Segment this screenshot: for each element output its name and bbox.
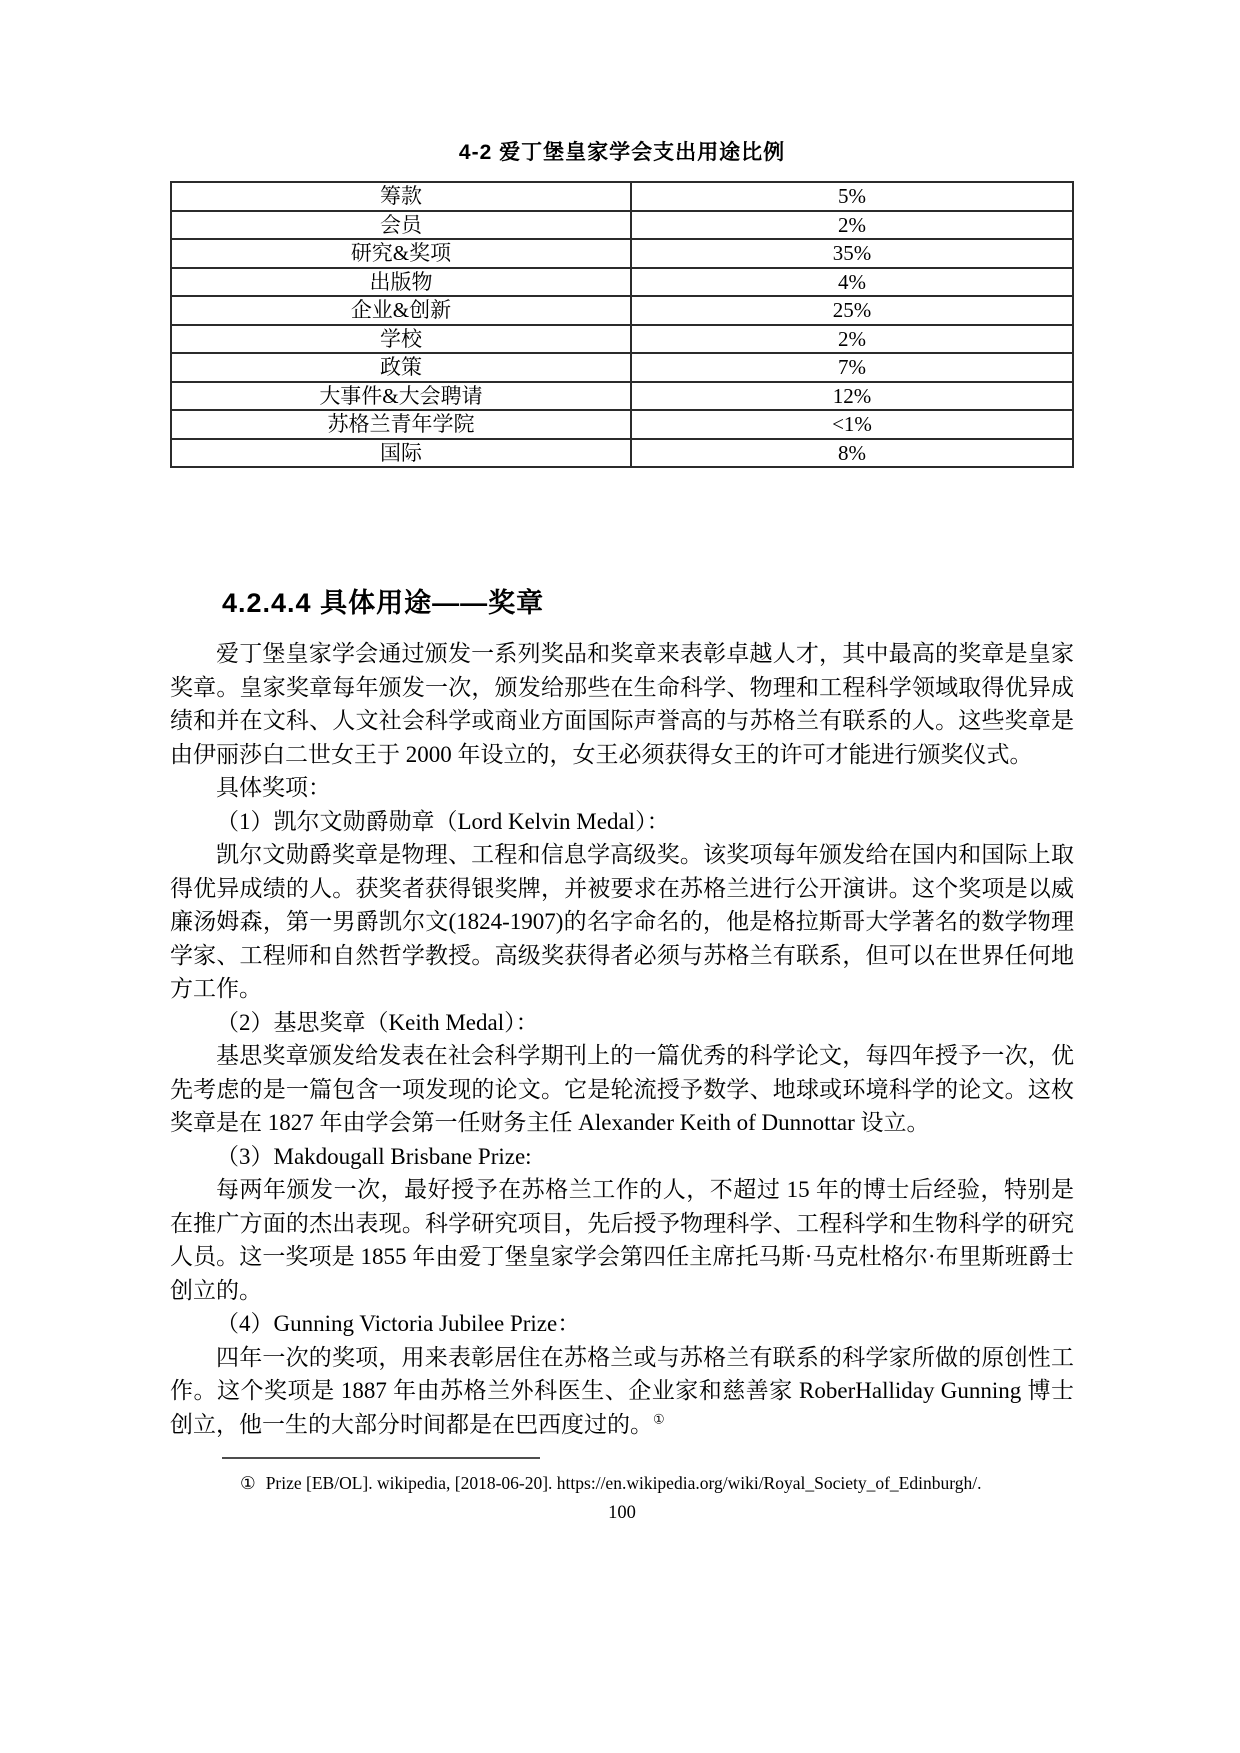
paragraph-item4-body [170, 1341, 1074, 1442]
percent-cell: 4% [631, 268, 1073, 297]
expenditure-table [170, 181, 1074, 468]
section-heading: 4.2.4.4 具体用途——奖章 [222, 588, 545, 618]
table-row [171, 182, 1073, 211]
page-content [0, 136, 1240, 1524]
paragraph-item2-body: 基思奖章颁发给发表在社会科学期刊上的一篇优秀的科学论文，每四年授予一次，优先考虑的是一篇包含一项发现的论文。它是轮流授予数学、地球或环境科学的论文。这枚奖章是在 1827 年由学会第一任财务主任 Alexander Keith of Dunnottar 设立。 [170, 1043, 1074, 1135]
footnote-separator [222, 1457, 540, 1459]
footnote-reference-marker: ① [653, 1410, 665, 1426]
percent-cell: 7% [631, 353, 1073, 382]
category-cell: 企业&创新 [171, 296, 631, 325]
category-cell: 国际 [171, 439, 631, 468]
category-cell: 筹款 [171, 182, 631, 211]
category-cell: 研究&奖项 [171, 239, 631, 268]
paragraph-awards-label: 具体奖项： [216, 775, 331, 800]
percent-cell: 5% [631, 182, 1073, 211]
paragraph-item2-title: （2）基思奖章（Keith Medal）： [216, 1009, 539, 1035]
category-cell: 苏格兰青年学院 [171, 410, 631, 439]
percent-cell: 2% [631, 211, 1073, 240]
table-row [171, 268, 1073, 297]
category-cell: 政策 [171, 353, 631, 382]
paragraph-item4-title: （4）Gunning Victoria Jubilee Prize： [216, 1311, 581, 1336]
paragraph-item1-title: （1）凯尔文勋爵勋章（Lord Kelvin Medal）： [216, 808, 670, 834]
footnote-text: Prize [EB/OL]. wikipedia, [2018-06-20]. https://en.wikipedia.org/wiki/Royal_Society_of_Edinburgh/. [265, 1473, 982, 1493]
page-number: 100 [608, 1503, 636, 1523]
paragraph-item3-body: 每两年颁发一次，最好授予在苏格兰工作的人，不超过 15 年的博士后经验，特别是在推广方面的杰出表现。科学研究项目，先后授予物理科学、工程科学和生物科学的研究人员。这一奖项是 1855 年由爱丁堡皇家学会第四任主席托马斯·马克杜格尔·布里斯班爵士创立的。 [170, 1177, 1074, 1303]
footnote-marker: ① [240, 1473, 256, 1493]
percent-cell: 35% [631, 239, 1073, 268]
table-row [171, 211, 1073, 240]
table-row [171, 410, 1073, 439]
table-row [171, 382, 1073, 411]
table-row [171, 439, 1073, 468]
percent-cell: <1% [631, 410, 1073, 439]
category-cell: 会员 [171, 211, 631, 240]
table-row [171, 296, 1073, 325]
percent-cell: 25% [631, 296, 1073, 325]
paragraph-item1-body: 凯尔文勋爵奖章是物理、工程和信息学高级奖。该奖项每年颁发给在国内和国际上取得优异成绩的人。获奖者获得银奖牌，并被要求在苏格兰进行公开演讲。这个奖项是以威廉汤姆森，第一男爵凯尔文(1824-1907)的名字命名的，他是格拉斯哥大学著名的数学物理学家、工程师和自然哲学教授。高级奖获得者必须与苏格兰有联系，但可以在世界任何地方工作。 [170, 842, 1074, 1001]
category-cell: 出版物 [171, 268, 631, 297]
paragraph-item3-title: （3）Makdougall Brisbane Prize: [216, 1143, 532, 1169]
table-row [171, 325, 1073, 354]
paragraph-intro: 爱丁堡皇家学会通过颁发一系列奖品和奖章来表彰卓越人才，其中最高的奖章是皇家奖章。皇家奖章每年颁发一次，颁发给那些在生命科学、物理和工程科学领域取得优异成绩和并在文科、人文社会科学或商业方面国际声誉高的与苏格兰有联系的人。这些奖章是由伊丽莎白二世女王于 2000 年设立的，女王必须获得女王的许可才能进行颁奖仪式。 [170, 641, 1074, 767]
table-caption: 4-2 爱丁堡皇家学会支出用途比例 [458, 141, 786, 164]
percent-cell: 2% [631, 325, 1073, 354]
percent-cell: 8% [631, 439, 1073, 468]
footnote [240, 1471, 1074, 1495]
table-row [171, 353, 1073, 382]
category-cell: 学校 [171, 325, 631, 354]
paragraph-item4-text: 四年一次的奖项，用来表彰居住在苏格兰或与苏格兰有联系的科学家所做的原创性工作。这个奖项是 1887 年由苏格兰外科医生、企业家和慈善家 RoberHalliday Gunning 博士创立，他一生的大部分时间都是在巴西度过的。 [170, 1344, 1074, 1437]
percent-cell: 12% [631, 382, 1073, 411]
category-cell: 大事件&大会聘请 [171, 382, 631, 411]
table-row [171, 239, 1073, 268]
